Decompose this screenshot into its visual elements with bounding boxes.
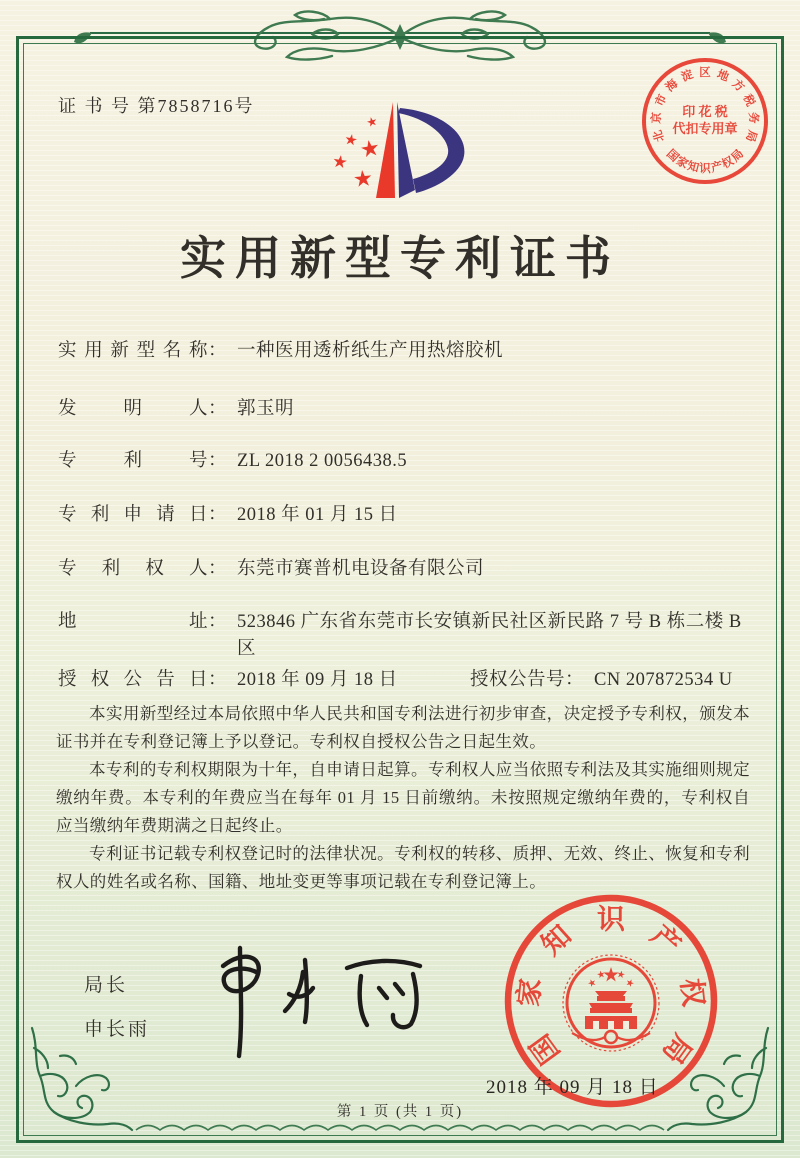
page-footer: 第 1 页 (共 1 页): [336, 1104, 464, 1120]
field-filing-date: 专利申请日 ： 2018 年 01 月 15 日: [58, 502, 758, 529]
logo-p-mark: [376, 102, 464, 198]
field-value: 一种医用透析纸生产用热熔胶机: [237, 341, 504, 361]
tax-seal-center-line1: 印 花 税: [682, 104, 728, 119]
svg-text:局: 局: [743, 128, 759, 144]
field-address: 地址 ： 523846 广东省东莞市长安镇新民社区新民路 7 号 B 栋二楼 B 区: [58, 609, 758, 663]
svg-text:税: 税: [740, 92, 757, 109]
fields-block: [58, 338, 758, 694]
tax-stamp-seal: [638, 54, 772, 188]
body-paragraph-3: 专利证书记载专利权登记时的法律状况。专利权的转移、质押、无效、终止、恢复和专利权人的姓名或名称、国籍、地址变更等事项记载在专利登记簿上。: [56, 844, 750, 891]
svg-text:知: 知: [536, 919, 578, 962]
svg-text:识: 识: [596, 904, 626, 936]
field-label: 专利申请日: [58, 505, 208, 525]
field-value: 东莞市赛普机电设备有限公司: [237, 559, 485, 579]
svg-text:产: 产: [709, 160, 724, 175]
svg-text:方: 方: [729, 77, 747, 95]
svg-text:区: 区: [699, 67, 711, 79]
svg-text:局: 局: [655, 1028, 698, 1070]
svg-text:国: 国: [663, 147, 681, 165]
field-grant-row: 授权公告日 ： 2018 年 09 月 18 日 授权公告号 ： CN 207872534 U: [58, 667, 758, 694]
tax-seal-center-line2: 代扣专用章: [672, 121, 738, 136]
svg-text:淀: 淀: [679, 68, 695, 85]
cnipa-logo: [314, 100, 484, 218]
body-paragraph-2: 本专利的专利权期限为十年，自申请日起算。专利权人应当依照专利法及其实施细则规定缴纳年费。本专利的年费应当在每年 01 月 15 日前缴纳。未按照规定缴纳年费的，专利权自应当缴纳年费期满之日起终止。: [56, 760, 750, 835]
svg-text:知: 知: [686, 160, 701, 175]
svg-text:北: 北: [651, 128, 667, 144]
field-label: 专利号: [58, 451, 208, 471]
svg-text:地: 地: [715, 68, 731, 85]
svg-text:权: 权: [720, 155, 736, 172]
certificate-title: 实用新型专利证书: [180, 233, 620, 284]
signer-name: 申长雨: [84, 1019, 151, 1040]
field-grant-number: 授权公告号 ： CN 207872534 U: [470, 667, 733, 694]
scallop-bottom-line: [0, 1118, 800, 1138]
logo-stars: [333, 116, 380, 187]
field-inventor: 发明人 ： 郭玉明: [58, 396, 758, 423]
svg-text:京: 京: [650, 111, 664, 125]
svg-text:识: 识: [699, 163, 711, 175]
field-label: 地址: [58, 612, 208, 632]
svg-text:权: 权: [674, 976, 709, 1009]
signer-title: 局长: [84, 975, 129, 996]
field-value: 2018 年 09 月 18 日: [237, 670, 398, 690]
field-value: CN 207872534 U: [594, 670, 733, 690]
svg-text:国: 国: [524, 1028, 567, 1070]
field-label: 发明人: [58, 399, 208, 419]
field-utility-model-name: 实用新型名称 ： 一种医用透析纸生产用热熔胶机: [58, 338, 758, 365]
svg-text:家: 家: [674, 155, 690, 172]
field-value: 郭玉明: [237, 399, 295, 419]
field-value: 2018 年 01 月 15 日: [237, 505, 398, 525]
svg-text:务: 务: [746, 111, 760, 125]
certificate-number: 证 书 号 第7858716号: [58, 96, 255, 116]
body-paragraph-1: 本实用新型经过本局依照中华人民共和国专利法进行初步审查，决定授予专利权，颁发本证书并在专利登记簿上予以登记。专利权自授权公告之日起生效。: [56, 704, 750, 751]
national-emblem: [563, 955, 659, 1051]
svg-text:家: 家: [513, 976, 548, 1009]
field-label: 实用新型名称: [58, 341, 208, 361]
field-label: 授权公告号: [470, 670, 566, 690]
tax-seal-arc-bottom: [664, 146, 746, 175]
field-value: 523846 广东省东莞市长安镇新民社区新民路 7 号 B 栋二楼 B 区: [237, 612, 742, 659]
field-label: 授权公告日: [58, 670, 208, 690]
svg-text:产: 产: [644, 919, 686, 962]
legal-text-block: [56, 700, 750, 896]
seal-date: 2018 年 09 月 18 日: [486, 1077, 659, 1098]
field-value: ZL 2018 2 0056438.5: [237, 451, 408, 471]
svg-text:局: 局: [729, 147, 747, 165]
field-patentee: 专利权人 ： 东莞市赛普机电设备有限公司: [58, 556, 758, 583]
svg-text:海: 海: [663, 77, 681, 95]
signature-script: [185, 938, 445, 1068]
field-label: 专利权人: [58, 559, 208, 579]
svg-text:市: 市: [653, 92, 670, 109]
field-patent-number: 专利号 ： ZL 2018 2 0056438.5: [58, 448, 758, 475]
